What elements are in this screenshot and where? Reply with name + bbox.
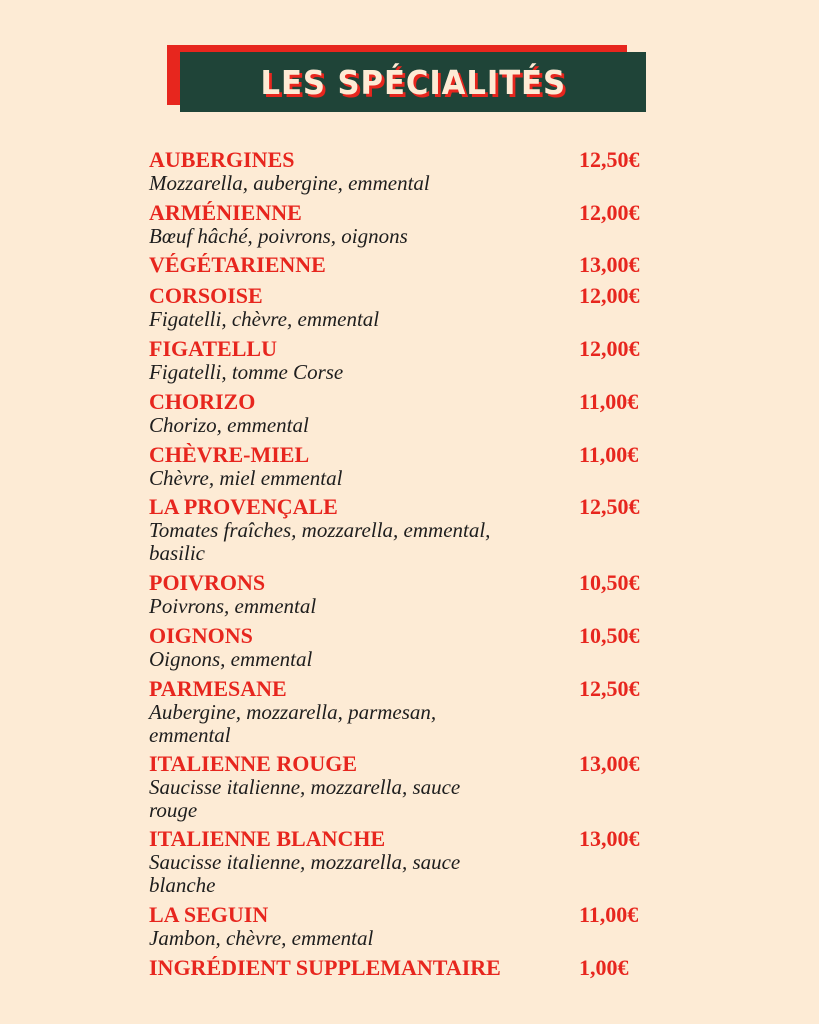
menu-item-price: 13,00€ <box>579 826 640 851</box>
menu-item-name: CHÈVRE-MIEL <box>149 442 310 467</box>
menu-item-description: Oignons, emmental <box>149 647 313 671</box>
menu-item-description: Jambon, chèvre, emmental <box>149 926 374 950</box>
menu-item-name: ITALIENNE ROUGE <box>149 751 358 776</box>
menu-item-name: FIGATELLU <box>149 336 277 361</box>
menu-item-price: 10,50€ <box>579 570 640 595</box>
menu-item-description: Figatelli, chèvre, emmental <box>149 307 380 331</box>
menu-item-description: Tomates fraîches, mozzarella, emmental, basilic <box>149 518 491 565</box>
menu-item-description: Bœuf hâché, poivrons, oignons <box>149 224 408 248</box>
menu-item-name: CHORIZO <box>149 389 256 414</box>
menu-item-name: LA SEGUIN <box>149 902 269 927</box>
menu-item-price: 12,00€ <box>579 200 640 225</box>
menu-item-name: OIGNONS <box>149 623 253 648</box>
menu-item-price: 12,50€ <box>579 676 640 701</box>
menu-item-description: Saucisse italienne, mozzarella, sauce rouge <box>149 775 461 822</box>
menu-item-name: ARMÉNIENNE <box>149 200 302 225</box>
menu-item-price: 11,00€ <box>579 389 639 414</box>
menu-item-name: ITALIENNE BLANCHE <box>149 826 386 851</box>
menu-item-name: LA PROVENÇALE <box>149 494 338 519</box>
menu-item-description: Poivrons, emmental <box>149 594 317 618</box>
menu-item-name: VÉGÉTARIENNE <box>149 252 326 277</box>
menu-item-name: PARMESANE <box>149 676 287 701</box>
menu-item-description: Aubergine, mozzarella, parmesan, emmental <box>149 700 437 747</box>
menu-item-price: 12,00€ <box>579 283 640 308</box>
menu-item-description: Chorizo, emmental <box>149 413 309 437</box>
menu-item-price: 10,50€ <box>579 623 640 648</box>
page-title: LES SPÉCIALITÉS <box>260 62 566 102</box>
menu-item-name: AUBERGINES <box>149 147 295 172</box>
menu-item-description: Mozzarella, aubergine, emmental <box>149 171 430 195</box>
menu-item-price: 12,50€ <box>579 494 640 519</box>
menu-item-price: 13,00€ <box>579 252 640 277</box>
menu-item-name: INGRÉDIENT SUPPLEMANTAIRE <box>149 955 501 980</box>
title-banner-green-block <box>180 52 646 112</box>
menu-item-price: 11,00€ <box>579 442 639 467</box>
menu-item-price: 1,00€ <box>579 955 629 980</box>
title-banner <box>167 45 647 115</box>
menu-item-description: Chèvre, miel emmental <box>149 466 343 490</box>
menu-item-description: Figatelli, tomme Corse <box>149 360 344 384</box>
menu-item-name: CORSOISE <box>149 283 263 308</box>
menu-item-price: 11,00€ <box>579 902 639 927</box>
menu-item-price: 13,00€ <box>579 751 640 776</box>
menu-item-price: 12,00€ <box>579 336 640 361</box>
menu-item-description: Saucisse italienne, mozzarella, sauce blanche <box>149 850 461 897</box>
menu-item-price: 12,50€ <box>579 147 640 172</box>
menu-item-name: POIVRONS <box>149 570 266 595</box>
